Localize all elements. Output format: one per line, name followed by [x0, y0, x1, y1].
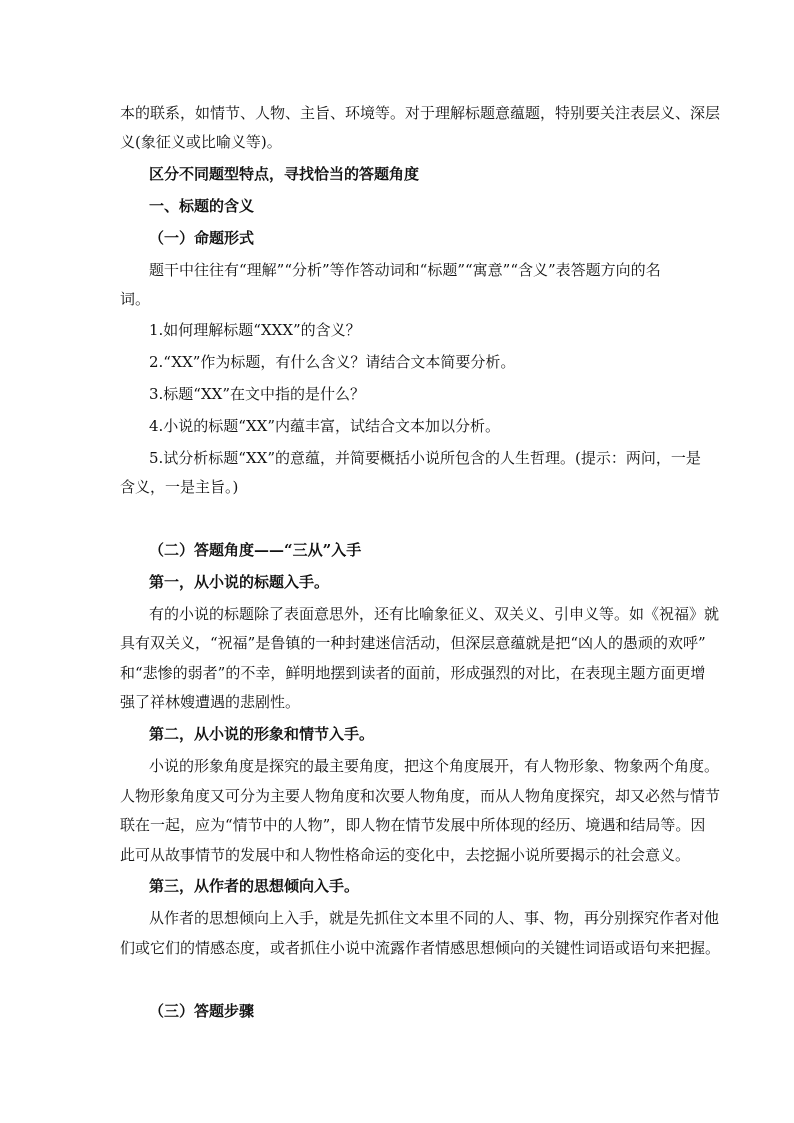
paragraph-line: 2.“XX”作为标题，有什么含义？请结合文本简要分析。	[149, 353, 516, 371]
section-heading: 一、标题的含义	[149, 197, 255, 215]
paragraph-line: 5.试分析标题“XX”的意蕴，并简要概括小说所包含的人生哲理。(提示：两问，一是	[149, 449, 701, 467]
section-heading: 区分不同题型特点，寻找恰当的答题角度	[149, 165, 420, 183]
paragraph-line: 此可从故事情节的发展中和人物性格命运的变化中，去挖掘小说所要揭示的社会意义。	[120, 846, 691, 864]
paragraph-line: 联在一起，应为“情节中的人物”，即人物在情节发展中所体现的经历、境遇和结局等。因	[120, 816, 706, 834]
paragraph-line: 词。	[120, 290, 151, 308]
paragraph-line: 有的小说的标题除了表面意思外，还有比喻象征义、双关义、引申义等。如《祝福》就	[149, 605, 720, 623]
paragraph-line: 从作者的思想倾向上入手，就是先抓住文本里不同的人、事、物，再分别探究作者对他	[149, 909, 720, 927]
section-heading: 第一，从小说的标题入手。	[149, 573, 330, 591]
paragraph-line: 小说的形象角度是探究的最主要角度，把这个角度展开，有人物形象、物象两个角度。	[149, 757, 720, 775]
paragraph-line: 1.如何理解标题“XXX”的含义？	[149, 321, 361, 339]
paragraph-line: 人物形象角度又可分为主要人物角度和次要人物角度，而从人物角度探究，却又必然与情节	[120, 787, 721, 805]
paragraph-line: 们或它们的情感态度，或者抓住小说中流露作者情感思想倾向的关键性词语或语句来把握。	[120, 939, 721, 957]
paragraph-line: 和“悲惨的弱者”的不幸，鲜明地摆到读者的面前，形成强烈的对比，在表现主题方面更增	[120, 664, 706, 682]
paragraph-line: 强了祥林嫂遭遇的悲剧性。	[120, 693, 301, 711]
paragraph-line: 具有双关义，“祝福”是鲁镇的一种封建迷信活动，但深层意蕴就是把“凶人的愚顽的欢呼”	[120, 634, 706, 652]
paragraph-line: 义(象征义或比喻义等)。	[120, 133, 282, 151]
paragraph-line: 题干中往往有“理解”“分析”等作答动词和“标题”“寓意”“含义”表答题方向的名	[149, 261, 661, 279]
paragraph-line: 4.小说的标题“XX”内蕴丰富，试结合文本加以分析。	[149, 417, 501, 435]
paragraph-line: 本的联系，如情节、人物、主旨、环境等。对于理解标题意蕴题，特别要关注表层义、深层	[120, 104, 721, 122]
section-heading: （三）答题步骤	[149, 1002, 255, 1020]
paragraph-line: 3.标题“XX”在文中指的是什么？	[149, 385, 366, 403]
section-heading: （二）答题角度——“三从”入手	[149, 541, 362, 559]
section-heading: （一）命题形式	[149, 229, 255, 247]
section-heading: 第三，从作者的思想倾向入手。	[149, 877, 360, 895]
section-heading: 第二，从小说的形象和情节入手。	[149, 725, 375, 743]
paragraph-line: 含义，一是主旨。)	[120, 478, 239, 496]
